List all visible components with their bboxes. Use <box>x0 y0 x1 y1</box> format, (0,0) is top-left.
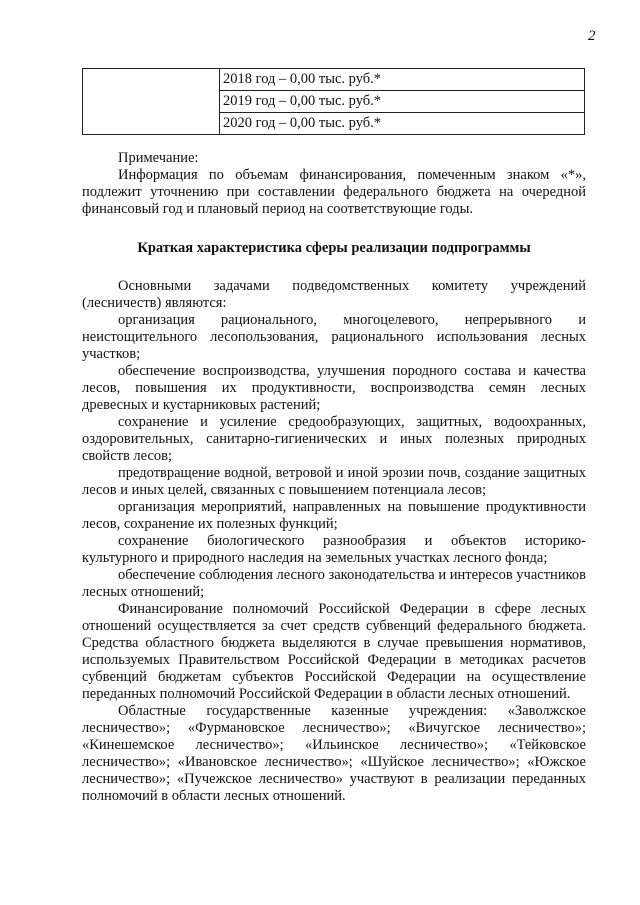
list-item: организация рационального, многоцелевого, непрерывного и неистощительного лесопользования, рационального использования лесных участков; <box>82 312 586 362</box>
list-item: обеспечение воспроизводства, улучшения породного состава и качества лесов, повышения их продуктивности, воспроизводства семян лесных древесных и кустарниковых растений; <box>82 363 586 413</box>
section-title: Краткая характеристика сферы реализации подпрограммы <box>137 240 531 256</box>
note-text: Информация по объемам финансирования, помеченным знаком «*», подлежит уточнению при составлении федерального бюджета на очередной финансовый год и плановый период на соответствующие годы. <box>82 167 586 217</box>
budget-line-2020: 2020 год – 0,00 тыс. руб.* <box>223 115 382 131</box>
list-item: предотвращение водной, ветровой и иной эрозии почв, создание защитных лесов и иных целей, связанных с повышением потенциала лесов; <box>82 465 586 498</box>
budget-table <box>82 68 585 135</box>
note-block <box>82 150 586 218</box>
list-item: обеспечение соблюдения лесного законодательства и интересов участников лесных отношений; <box>82 567 586 600</box>
note-label: Примечание: <box>118 150 199 166</box>
section-body <box>82 278 586 805</box>
budget-line-2019: 2019 год – 0,00 тыс. руб.* <box>220 91 584 113</box>
page-number: 2 <box>588 28 596 44</box>
list-item: организация мероприятий, направленных на повышение продуктивности лесов, сохранение их полезных функций; <box>82 499 586 532</box>
intro-paragraph: Основными задачами подведомственных комитету учреждений (лесничеств) являются: <box>82 278 586 311</box>
budget-cell <box>220 69 585 135</box>
table-row <box>83 69 585 135</box>
empty-cell <box>83 69 220 135</box>
budget-line-2018: 2018 год – 0,00 тыс. руб.* <box>220 69 584 91</box>
list-item: сохранение и усиление средообразующих, защитных, водоохранных, оздоровительных, санитарно-гигиенических и иных полезных природных свойств лесов; <box>82 414 586 464</box>
institutions-paragraph: Областные государственные казенные учреждения: «Заволжское лесничество»; «Фурмановское лесничество»; «Вичугское лесничество»; «Кинешемское лесничество»; «Ильинское лесничество»; «Тейковское лесничество»; «Ивановское лесничество»; «Шуйское лесничество»; «Южское лесничество»; «Пучежское лесничество» участвуют в реализации переданных полномочий в области лесных отношений. <box>82 703 586 804</box>
financing-paragraph: Финансирование полномочий Российской Федерации в сфере лесных отношений осуществляется за счет средств субвенций федерального бюджета. Средства областного бюджета выделяются в случае превышения нормативов, используемых Правительством Российской Федерации в методиках расчетов субвенций бюджетам субъектов Российской Федерации на осуществление переданных полномочий Российской Федерации в области лесных отношений. <box>82 601 586 702</box>
list-item: сохранение биологического разнообразия и объектов историко-культурного и природного наследия на земельных участках лесного фонда; <box>82 533 586 566</box>
